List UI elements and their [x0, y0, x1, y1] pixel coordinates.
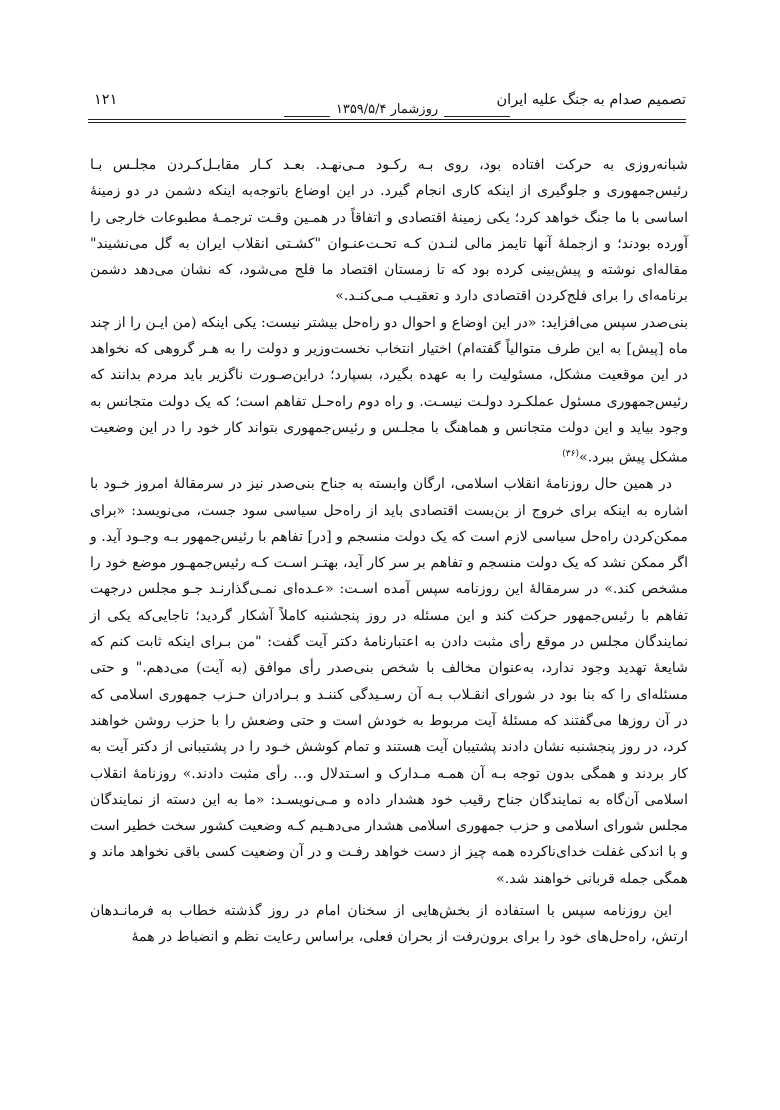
paragraph-1: شبانه‌روزی به حرکت افتاده بود، روی بـه رکـود مـی‌نهـد. بعـد کـار مقابـل‌کـردن مجلـس بـا رئیس‌جمهوری و جلوگیری از اینکه کاری انجام گیرد. در این اوضاع باتوجه‌به اینکه دشمن در دو زمینهٔ اساسی با ما جنگ خواهد کرد؛ یکی زمینهٔ اقتصادی و اتفاقاً در همـین وقـت ترجمـهٔ مطبوعات خارجی را آورده بودند؛ و ازجملهٔ آنها تایمز مالی لنـدن کـه تحـت‌عنـوان "کشـتی انقلاب ایران به گل می‌نشیند" مقاله‌ای نوشته و پیش‌بینی کرده بود که تا زمستان اقتصاد ما فلج می‌شود، که نشان می‌دهد دشمن برنامه‌ای را برای فلج‌کردن اقتصادی دارد و تعقیـب مـی‌کنـد.» — [90, 157, 688, 305]
page-header — [88, 92, 686, 122]
paragraph-4: این روزنامه سپس با استفاده از بخش‌هایی از سخنان امام در روز گذشته خطاب به فرمانـدهان ارتش، راه‌حل‌های خود را برای برون‌رفت از بحران فعلی، براساس رعایت نظم و انضباط در همهٔ — [90, 903, 688, 946]
diary-date — [88, 102, 686, 117]
book-title: تصمیم صدام به جنگ علیه ایران — [496, 92, 686, 108]
page-number: ۱۲۱ — [94, 92, 118, 108]
header-rule-thin — [88, 122, 686, 123]
header-rule — [88, 119, 686, 120]
paragraph-2-text: بنی‌صدر سپس می‌افزاید: «در این اوضاع و احوال دو راه‌حل بیشتر نیست: یکی اینکه (من ایـن را از چند ماه [پیش] به این طرف متوالیاً گفته‌ام) اختیار انتخاب نخست‌وزیر و دولت را به هـر گروهی که نخواهد در این موقعیت مشکل، مسئولیت را به عهده بگیرد، بسپارد؛ دراین‌صـورت ناگزیر باید مردم بدانند که رئیس‌جمهوری مسئول عملکـرد دولـت نیسـت. و راه دوم راه‌حـل تفاهم است؛ که یک دولت متجانس به وجود بیاید و این دولت متجانس و هماهنگ با مجلـس و رئیس‌جمهوری بتواند کار خود را در این وضعیت مشکل پیش ببرد.» — [90, 314, 688, 466]
paragraph-2 — [90, 310, 688, 471]
diary-date-text: روزشمار ۱۳۵۹/۵/۴ — [330, 102, 444, 117]
body-text — [90, 152, 688, 951]
paragraph-3: در همین حال روزنامهٔ انقلاب اسلامی، ارگان وابسته به جناح بنی‌صدر نیز در سرمقالهٔ امروز خـود با اشاره به اینکه برای خروج از بن‌بست اقتصادی باید از راه‌حل سیاسی سود جست، می‌نویسد: «برای ممکن‌کردن راه‌حل سیاسی لازم است که یک دولت منسجم و [در] تفاهم با رئیس‌جمهور بـه وجـود آید. و اگر ممکن نشد که یک دولت منسجم و تفاهم بر سر کار آید، بهتـر اسـت کـه رئیس‌جمهـور موضع خود را مشخص کند.» در سرمقالهٔ این روزنامه سپس آمده اسـت: «عـده‌ای نمـی‌گذارنـد جـو مجلس درجهت تفاهم با رئیس‌جمهور حرکت کند و این مسئله در روز پنجشنبه کاملاً آشکار گردید؛ تاجایی‌که یکی از نمایندگان مجلس در موقع رأی مثبت دادن به اعتبارنامهٔ دکتر آیت گفت: "من بـرای اینکه ثابت کنم که شایعهٔ تهدید وجود ندارد، به‌عنوان مخالف با شخص بنی‌صدر رأی موافق (به آیت) می‌دهم." و حتی مسئله‌ای را که بنا بود در شورای انقـلاب بـه آن رسـیدگی کننـد و بـرادران حـزب جمهوری اسلامی که در آن روزها می‌گفتند که مسئلهٔ آیت مربوط به خودش است و حتی وضعش را با حزب روشن خواهند کرد، در روز پنجشنبه نشان دادند پشتیبان آیت هستند و تمام کوشش خـود را در پشتیبانی از دکتر آیت به کار بردند و همگی بدون توجه بـه آن همـه مـدارک و اسـتدلال و... رأی مثبت دادند.» روزنامهٔ انقلاب اسلامی آن‌گاه به نمایندگان جناح رقیب خود هشدار داده و مـی‌نویسـد: «ما به این دسته از نمایندگان مجلس شورای اسلامی و حزب جمهوری اسلامی هشدار می‌دهـیم کـه وضعیت کشور سخت خطیر است و با اندکی غفلت خدای‌ناکرده همه چیز از دست خواهد رفـت و در آن وضعیت کسی باقی نخواهد ماند و همگی جمله قربانی خواهند شد.» — [90, 476, 688, 887]
footnote-ref: (۳۶) — [562, 449, 579, 460]
